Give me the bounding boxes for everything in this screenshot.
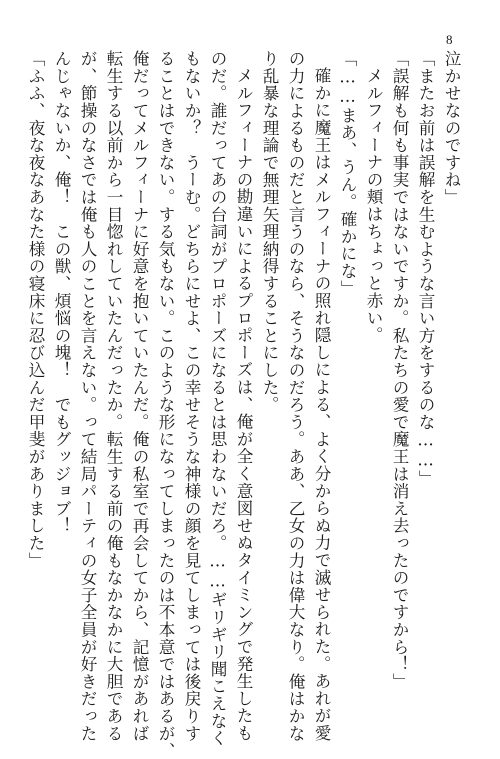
text-line: の力によるものだと言うのなら、そうなのだろう。ああ、乙女の力は偉大なり。俺はかな <box>286 50 305 742</box>
text-line: 「ふふ、夜な夜なあなた様の寝床に忍び込んだ甲斐がありました」 <box>26 50 45 569</box>
page-number: 8 <box>446 32 453 47</box>
text-line: 転生する以前から一目惚れしていたんだったか。転生する前の俺もなかなかに大胆である <box>104 50 123 742</box>
text-line: もないか？ うーむ。どちらにせよ、この幸せそうな神様の顔を見てしまっては後戻りす <box>182 50 201 742</box>
text-line: 確かに魔王はメルフィーナの照れ隠しによる、よく分からぬ力で滅せられた。あれが愛 <box>312 66 331 742</box>
text-line: 「誤解も何も事実ではないですか。私たちの愛で魔王は消え去ったのですから！」 <box>390 50 409 691</box>
text-line: 「またお前は誤解を生むような言い方をするのな……」 <box>416 50 435 488</box>
text-line: んじゃないか、俺！ この獣、煩悩の塊！ でもグッジョブ！ <box>52 50 71 535</box>
text-line: 泣かせなのですね」 <box>442 50 461 206</box>
text-line: が、節操のなさでは俺も人のことを言えない。って結局パーティの女子全員が好きだった <box>78 50 97 742</box>
text-line: メルフィーナの勘違いによるプロポーズは、俺が全く意図せぬタイミングで発生したも <box>234 66 253 742</box>
text-line: のだ。誰だってあの台詞がプロポーズになるとは思わないだろ。……ギリギリ聞こえなく <box>208 50 227 747</box>
novel-text-column <box>22 50 464 759</box>
text-line: り乱暴な理論で無理矢理納得することにした。 <box>260 50 279 414</box>
text-line: メルフィーナの頬はちょっと赤い。 <box>364 66 383 344</box>
text-line: 「……まあ、うん。確かにな」 <box>338 50 357 297</box>
text-line: ることはできない。する気もない。このような形になってしまったのは不本意ではあるが、 <box>156 50 175 759</box>
text-line: 俺だってメルフィーナに好意を抱いていたんだ。俺の私室で再会してから、記憶があれば <box>130 50 149 742</box>
